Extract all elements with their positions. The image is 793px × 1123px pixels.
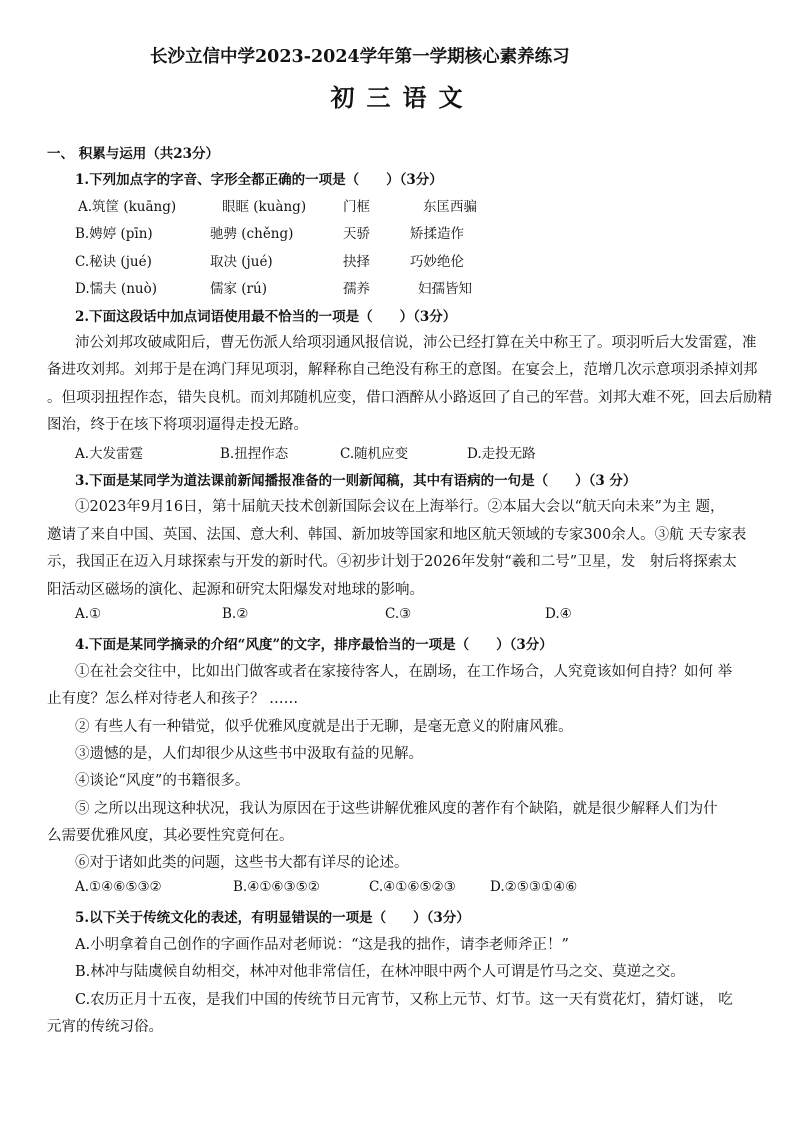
q1-option-c-2: 取决 (jué) — [210, 254, 273, 270]
q3-passage-line: 示，我国正在迈入月球探索与开发的新时代。④初步计划于2026年发射“羲和二号”卫星，发 射后将探索太 — [47, 554, 737, 570]
q4-passage-line: ② 有些人有一种错觉，似乎优雅风度就是出于无聊，是毫无意义的附庸风雅。 — [75, 719, 573, 735]
q2-passage-line: 。但项羽扭捏作态，错失良机。而刘邦随机应变，借口酒醉从小路返回了自己的军营。刘邦大难不死，回去后励精 — [47, 390, 772, 406]
q4-passage-line: ①在社会交往中，比如出门做客或者在家接待客人，在剧场，在工作场合，人究竟该如何自持？如何 举 — [75, 664, 733, 680]
q2-passage-line: 备进攻刘邦。刘邦于是在鸿门拜见项羽，解释称自己绝没有称王的意图。在宴会上，范增几次示意项羽杀掉刘邦 — [47, 362, 758, 378]
q2-option-a: A.大发雷霆 — [75, 446, 144, 462]
q4-option-d: D.②⑤③①④⑥ — [490, 879, 578, 895]
q3-passage-line: 邀请了来自中国、英国、法国、意大利、韩国、新加坡等国家和地区航天领域的专家300余人。③航 天专家表 — [47, 527, 747, 543]
q1-option-b-2: 驰骋 (chěng) — [210, 226, 294, 242]
exam-subtitle: 初三语文 — [330, 83, 475, 112]
q5-option-a: A.小明拿着自己创作的字画作品对老师说：“这是我的拙作，请李老师斧正！” — [75, 937, 569, 953]
q3-option-b: B.② — [222, 606, 249, 622]
q5-stem: 5.以下关于传统文化的表述，有明显错误的一项是（ ）（3分） — [75, 910, 470, 926]
q1-option-c-1: C.秘诀 (jué) — [75, 254, 152, 270]
q3-passage-line: 阳活动区磁场的演化、起源和研究太阳爆发对地球的影响。 — [47, 582, 424, 598]
q1-option-d-4: 妇孺皆知 — [418, 281, 472, 297]
q1-option-a-1: A.筑筐 (kuāng) — [78, 199, 177, 215]
q4-option-a: A.①④⑥⑤③② — [75, 879, 162, 895]
exam-title: 长沙立信中学2023-2024学年第一学期核心素养练习 — [150, 47, 570, 67]
q1-option-d-2: 儒家 (rú) — [210, 281, 267, 297]
q1-option-b-4: 矫揉造作 — [410, 226, 464, 242]
q3-stem: 3.下面是某同学为道法课前新闻播报准备的一则新闻稿，其中有语病的一句是（ ）（3 分） — [75, 473, 637, 489]
q2-passage-line: 图治，终于在垓下将项羽逼得走投无路。 — [47, 417, 308, 433]
q4-passage-line: ⑤ 之所以出现这种状况，我认为原因在于这些讲解优雅风度的著作有个缺陷，就是很少解释人们为什 — [75, 801, 718, 817]
q4-option-b: B.④①⑥③⑤② — [233, 879, 320, 895]
q4-option-c: C.④①⑥⑤②③ — [369, 879, 456, 895]
q1-option-b-3: 天骄 — [343, 226, 370, 242]
q2-option-c: C.随机应变 — [340, 446, 409, 462]
q2-option-b: B.扭捏作态 — [220, 446, 289, 462]
q3-option-a: A.① — [75, 606, 102, 622]
q1-stem: 1.下列加点字的字音、字形全都正确的一项是（ ）（3分） — [75, 172, 443, 188]
section-heading: 一、 积累与运用（共23分） — [47, 146, 219, 162]
q1-option-a-4: 东匡西骗 — [423, 199, 477, 215]
q5-option-c-cont: 元宵的传统习俗。 — [47, 1019, 163, 1035]
q4-passage-line: 止有度？怎么样对待老人和孩子？ …… — [47, 691, 299, 707]
q1-option-b-1: B.娉婷 (pīn) — [75, 226, 153, 242]
q4-passage-line: ⑥对于诸如此类的问题，这些书大都有详尽的论述。 — [75, 855, 409, 871]
q2-passage-line: 沛公刘邦攻破咸阳后，曹无伤派人给项羽通风报信说，沛公已经打算在关中称王了。项羽听后大发雷霆，准 — [75, 335, 757, 351]
q3-option-d: D.④ — [545, 606, 572, 622]
q5-option-c: C.农历正月十五夜，是我们中国的传统节日元宵节，又称上元节、灯节。这一天有赏花灯，猜灯谜， 吃 — [75, 992, 733, 1008]
q3-passage-line: ①2023年9月16日，第十届航天技术创新国际会议在上海举行。②本届大会以“航天向未来”为主 题， — [75, 499, 725, 515]
q4-passage-line: 么需要优雅风度，其必要性究竟何在。 — [47, 828, 294, 844]
q1-option-d-3: 孺养 — [343, 281, 370, 297]
q2-stem: 2.下面这段话中加点词语使用最不恰当的一项是（ ）（3分） — [75, 309, 457, 325]
q4-passage-line: ③遗憾的是，人们却很少从这些书中汲取有益的见解。 — [75, 746, 423, 762]
q1-option-a-3: 门框 — [343, 199, 370, 215]
q4-passage-line: ④谈论“风度”的书籍很多。 — [75, 773, 250, 789]
q1-option-a-2: 眼眶 (kuàng) — [222, 199, 307, 215]
q1-option-d-1: D.懦夫 (nuò) — [75, 281, 157, 297]
q3-option-c: C.③ — [385, 606, 412, 622]
q1-option-c-4: 巧妙绝伦 — [410, 254, 464, 270]
q1-option-c-3: 抉择 — [343, 254, 370, 270]
q5-option-b: B.林冲与陆虞候自幼相交，林冲对他非常信任，在林冲眼中两个人可谓是竹马之交、莫逆之交。 — [75, 964, 685, 980]
q2-option-d: D.走投无路 — [467, 446, 536, 462]
q4-stem: 4.下面是某同学摘录的介绍“风度”的文字，排序最恰当的一项是（ ）（3分） — [75, 637, 553, 653]
